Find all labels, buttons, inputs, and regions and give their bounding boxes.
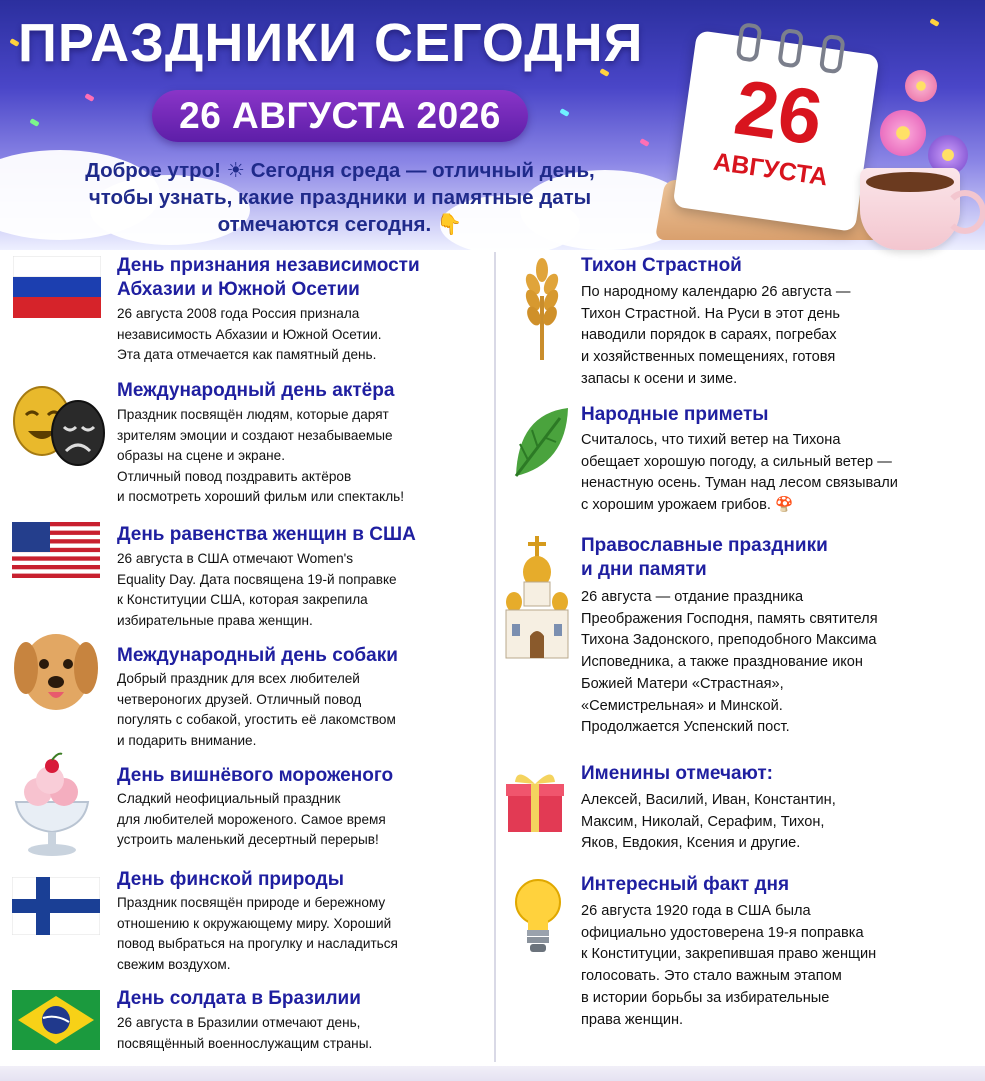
- item-title-line: Народные приметы: [581, 404, 769, 425]
- calendar-ring: [819, 34, 846, 75]
- item-description-line: 26 августа в Бразилии отмечают день,: [117, 1015, 361, 1030]
- item-description-line: 26 августа в США отмечают Women's: [117, 551, 354, 566]
- item-title: [117, 644, 398, 668]
- item-title-line: День финской природы: [117, 869, 344, 890]
- item-title: [117, 987, 361, 1011]
- usa-flag-icon: [12, 522, 100, 578]
- item-description-line: Максим, Николай, Серафим, Тихон,: [581, 813, 825, 830]
- item-description-line: повод выбраться на прогулку и насладиться: [117, 936, 398, 951]
- item-description-line: официально удостоверена 19-я поправка: [581, 924, 864, 941]
- item-title-line: Именины отмечают:: [581, 763, 773, 784]
- item-title: [581, 534, 828, 582]
- cup-handle: [944, 190, 985, 234]
- item-description: [581, 790, 836, 855]
- item-title: [117, 868, 344, 892]
- item-description-line: посвящённый военнослужащим страны.: [117, 1035, 373, 1051]
- coffee-surface: [866, 172, 954, 192]
- theater-masks-icon: [8, 383, 108, 473]
- item-title-line: Международный день актёра: [117, 380, 395, 401]
- item-title-line: День равенства женщин в США: [117, 524, 416, 545]
- light-bulb-icon: [512, 878, 564, 956]
- greeting-text: [40, 157, 640, 238]
- item-description-line: устроить маленький десертный перерыв!: [117, 832, 379, 847]
- item-description-line: голосовать. Это стало важным этапом: [581, 968, 842, 985]
- item-description: [117, 304, 382, 366]
- item-description-line: 26 августа — отдание праздника: [581, 589, 804, 605]
- item-title-line: День солдата в Бразилии: [117, 988, 361, 1009]
- item-description-line: запасы к осени и зиме.: [581, 370, 738, 387]
- item-description-line: «Семистрельная» и Минской.: [581, 697, 783, 714]
- item-description-line: наводили порядок в сараях, погребах: [581, 327, 837, 344]
- item-description: [117, 893, 398, 975]
- item-title-line: и дни памяти: [581, 559, 707, 580]
- item-title-line: Православные праздники: [581, 535, 828, 556]
- ice-cream-icon: [12, 752, 92, 858]
- item-description-line: к Конституции, закрепившая право женщин: [581, 946, 877, 963]
- item-description: [117, 669, 396, 751]
- russia-flag-icon: [13, 256, 101, 318]
- footer-strip: [0, 1066, 985, 1081]
- item-description-line: Отличный повод поздравить актёров: [117, 468, 352, 484]
- item-description-line: в истории борьбы за избирательные: [581, 989, 830, 1006]
- item-title: [117, 523, 416, 547]
- item-title-line: Интересный факт дня: [581, 874, 790, 895]
- item-description-line: для любителей мороженого. Самое время: [117, 811, 386, 827]
- column-divider: [494, 252, 496, 1062]
- brazil-flag-icon: [12, 990, 100, 1050]
- item-title: [581, 254, 742, 278]
- item-description-line: и посмотреть хороший фильм или спектакль!: [117, 489, 405, 504]
- item-title-line: Международный день собаки: [117, 645, 398, 666]
- item-description-line: Божией Матери «Страстная»,: [581, 675, 784, 692]
- item-title: [117, 764, 393, 788]
- page-title: ПРАЗДНИКИ СЕГОДНЯ: [18, 13, 644, 73]
- item-description-line: зрителям эмоции и создают незабываемые: [117, 427, 393, 443]
- item-description-line: Преображения Господня, память святителя: [581, 610, 878, 627]
- item-description: [581, 901, 876, 1031]
- item-description: [581, 587, 878, 739]
- leaf-icon: [508, 404, 574, 484]
- flower-icon: [880, 110, 926, 156]
- item-title: [581, 873, 789, 897]
- item-description-line: Тихон Страстной. На Руси в этот день: [581, 305, 841, 322]
- item-description-line: и хозяйственных помещениях, готовя: [581, 349, 836, 366]
- item-description: [581, 282, 850, 391]
- item-description: [581, 430, 898, 517]
- item-description-line: погулять с собакой, угостить её лакомством: [117, 712, 396, 727]
- item-description-line: Яков, Евдокия, Ксения и другие.: [581, 835, 801, 852]
- item-description-line: Алексей, Василий, Иван, Константин,: [581, 792, 836, 808]
- item-description-line: избирательные права женщин.: [117, 612, 313, 628]
- item-description-line: к Конституции США, которая закрепила: [117, 592, 368, 607]
- dog-icon: [8, 622, 104, 718]
- calendar-day: 26: [729, 62, 828, 162]
- item-description-line: независимость Абхазии и Южной Осетии.: [117, 326, 382, 342]
- finland-flag-icon: [12, 877, 100, 935]
- item-title-line: День вишнёвого мороженого: [117, 765, 394, 786]
- item-description-line: образы на сцене и экране.: [117, 448, 285, 463]
- item-description-line: обещает хорошую погоду, а сильный ветер —: [581, 453, 892, 470]
- item-description-line: Тихона Задонского, преподобного Максима: [581, 632, 877, 649]
- item-description-line: Исповедника, а также празднование икон: [581, 654, 863, 671]
- item-description-line: Эта дата отмечается как памятный день.: [117, 347, 377, 362]
- item-description-line: Сладкий неофициальный праздник: [117, 791, 341, 806]
- item-description: [117, 549, 397, 631]
- item-description: [117, 405, 404, 508]
- item-description-line: Праздник посвящён людям, которые дарят: [117, 407, 389, 422]
- item-title: [581, 762, 773, 786]
- item-description: [117, 789, 386, 851]
- gift-icon: [504, 770, 566, 834]
- calendar-ring: [736, 22, 763, 63]
- item-title-line: Тихон Страстной: [581, 255, 742, 276]
- item-description-line: и подарить внимание.: [117, 732, 257, 748]
- item-description-line: ненастную осень. Туман над лесом связывали: [581, 475, 898, 492]
- flower-icon: [905, 70, 937, 102]
- calendar-month: АВГУСТА: [711, 147, 830, 192]
- item-title: [581, 403, 769, 427]
- calendar-ring: [777, 28, 804, 69]
- item-description-line: с хорошим урожаем грибов. 🍄: [581, 497, 794, 514]
- item-description-line: Equality Day. Дата посвящена 19-й поправке: [117, 571, 397, 587]
- greeting-line: чтобы узнать, какие праздники и памятные даты: [88, 186, 592, 209]
- item-description-line: Продолжается Успенский пост.: [581, 719, 790, 736]
- item-title: [117, 379, 394, 403]
- item-description-line: Считалось, что тихий ветер на Тихона: [581, 432, 841, 448]
- date-badge: 26 АВГУСТА 2026: [152, 90, 528, 142]
- item-description-line: Праздник посвящён природе и бережному: [117, 895, 386, 910]
- item-title-line: Абхазии и Южной Осетии: [117, 279, 360, 300]
- item-description-line: 26 августа 1920 года в США была: [581, 903, 811, 919]
- item-description-line: права женщин.: [581, 1011, 684, 1028]
- item-title-line: День признания независимости: [117, 255, 420, 276]
- church-icon: [502, 536, 572, 662]
- item-description-line: 26 августа 2008 года Россия признала: [117, 306, 360, 321]
- wheat-icon: [520, 256, 564, 362]
- greeting-line: отмечаются сегодня. 👇: [217, 213, 463, 236]
- item-description-line: свежим воздухом.: [117, 956, 231, 972]
- item-description-line: отношению к окружающему миру. Хороший: [117, 915, 392, 931]
- item-description-line: По народному календарю 26 августа —: [581, 284, 851, 300]
- item-description-line: четвероногих друзей. Отличный повод: [117, 691, 362, 707]
- item-title: [117, 254, 420, 302]
- item-description: [117, 1013, 372, 1054]
- calendar-page: [673, 30, 880, 232]
- item-description-line: Добрый праздник для всех любителей: [117, 671, 360, 686]
- greeting-line: Доброе утро! ☀ Сегодня среда — отличный день,: [85, 159, 595, 182]
